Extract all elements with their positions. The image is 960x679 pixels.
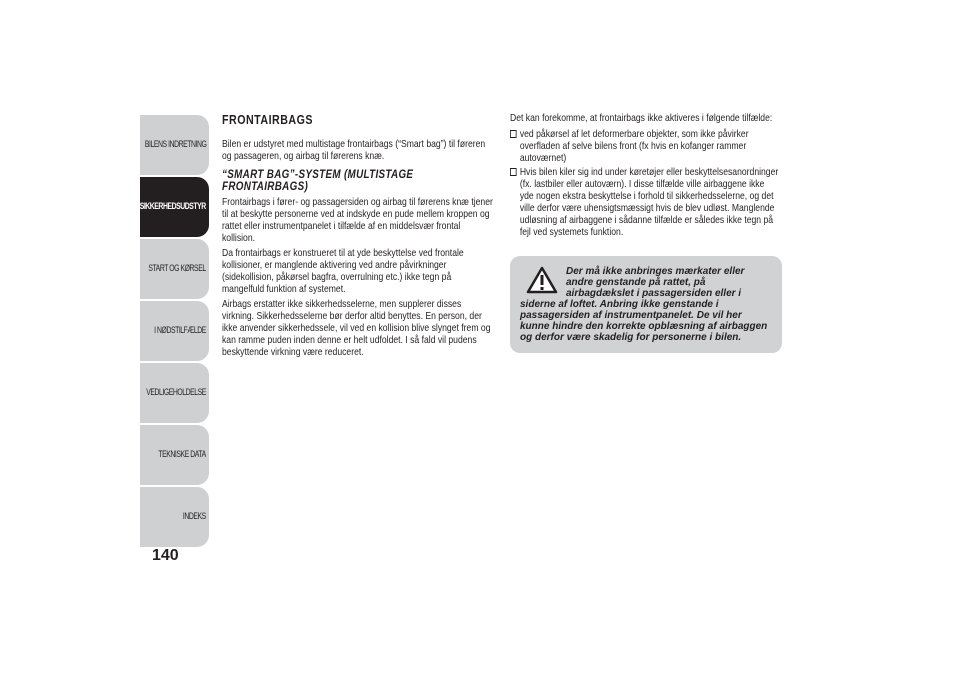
intro-paragraph: Bilen er udstyret med multistage frontairbags (“Smart bag”) til føreren og passageren, og airbag til førerens knæ.	[222, 138, 486, 162]
subsection-heading: “SMART BAG”-SYSTEM (MULTISTAGE FRONTAIRBAGS)	[222, 167, 414, 193]
tab-label: VEDLIGEHOLDELSE	[146, 387, 206, 398]
page-number: 140	[152, 547, 179, 564]
checkbox-bullet-icon	[510, 130, 517, 138]
list-item	[510, 128, 780, 164]
tab-label: START OG KØRSEL	[148, 263, 206, 274]
list-item-text: Hvis bilen kiler sig ind under køretøjer eller beskyttelsesanordninger (fx. lastbiler eller autoværn). I disse tilfælde ville airbaggene ikke yde nogen ekstra beskyttelse i forhold til sikkerhedsselerne, og det ville derfor være uhensigtsmæssigt hvis de blev udløst. Manglende udløsning af airbaggene i sådanne tilfælde er således ikke tegn på fejl ved systemets funktion.	[519, 166, 779, 238]
tab-label: BILENS INDRETNING	[144, 139, 206, 150]
tab-start-og-korsel[interactable]	[140, 239, 209, 299]
body-paragraph: Airbags erstatter ikke sikkerhedsselerne, men supplerer disses virkning. Sikkerhedsselerne bør derfor altid benyttes. En person, der ikke anvender sikkerhedssele, vil ved en kollision blive slynget frem og kan ramme puden inden denne er helt udfoldet. I så fald vil pudens beskyttende virkning være reduceret.	[222, 298, 491, 358]
tab-label: I NØDSTILFÆLDE	[154, 325, 206, 336]
section-tabs	[140, 115, 209, 549]
list-item-text: ved påkørsel af let deformerbare objekter, som ikke påvirker overfladen af selve bilens front (fx hvis en kofanger rammer autoværnet)	[519, 128, 749, 164]
tab-bilens-indretning[interactable]	[140, 115, 209, 175]
section-heading: FRONTAIRBAGS	[222, 112, 313, 127]
body-paragraph: Frontairbags i fører- og passagersiden og airbag til førerens knæ tjener til at beskytte personerne ved at indskyde en pude mellem kroppen og rattet eller instrumentpanelet i tilfælde af en middelsvær frontal kollision.	[222, 196, 493, 244]
right-column	[510, 112, 780, 353]
tab-tekniske-data[interactable]	[140, 425, 209, 485]
tab-indeks[interactable]	[140, 487, 209, 547]
tab-label: TEKNISKE DATA	[158, 449, 206, 460]
tab-sikkerhedsudstyr[interactable]	[140, 177, 209, 237]
condition-list	[510, 128, 780, 238]
left-column	[222, 112, 494, 361]
tab-label: INDEKS	[183, 511, 206, 522]
warning-box	[510, 256, 782, 353]
checkbox-bullet-icon	[510, 168, 517, 176]
list-item	[510, 166, 780, 238]
body-paragraph: Da frontairbags er konstrueret til at yde beskyttelse ved frontale kollisioner, er manglende aktivering ved andre påvirkninger (sidekollision, påkørsel bagfra, overrulning etc.) ikke tegn på mangelfuld funktion af systemet.	[222, 247, 464, 295]
tab-i-nodstilfaelde[interactable]	[140, 301, 209, 361]
tab-label: SIKKERHEDSUDSTYR	[139, 201, 206, 212]
list-intro: Det kan forekomme, at frontairbags ikke aktiveres i følgende tilfælde:	[510, 112, 773, 124]
tab-vedligeholdelse[interactable]	[140, 363, 209, 423]
warning-text: Der må ikke anbringes mærkater eller andre genstande på rattet, på airbagdækslet i passagersiden eller i siderne af loftet. Anbring ikke genstande i passagersiden af instrumentpanelet. De vil her kunne hindre den korrekte opblæsning af airbaggen og derfor være skadelig for personerne i bilen.	[520, 266, 768, 343]
warning-triangle-icon	[526, 266, 558, 294]
